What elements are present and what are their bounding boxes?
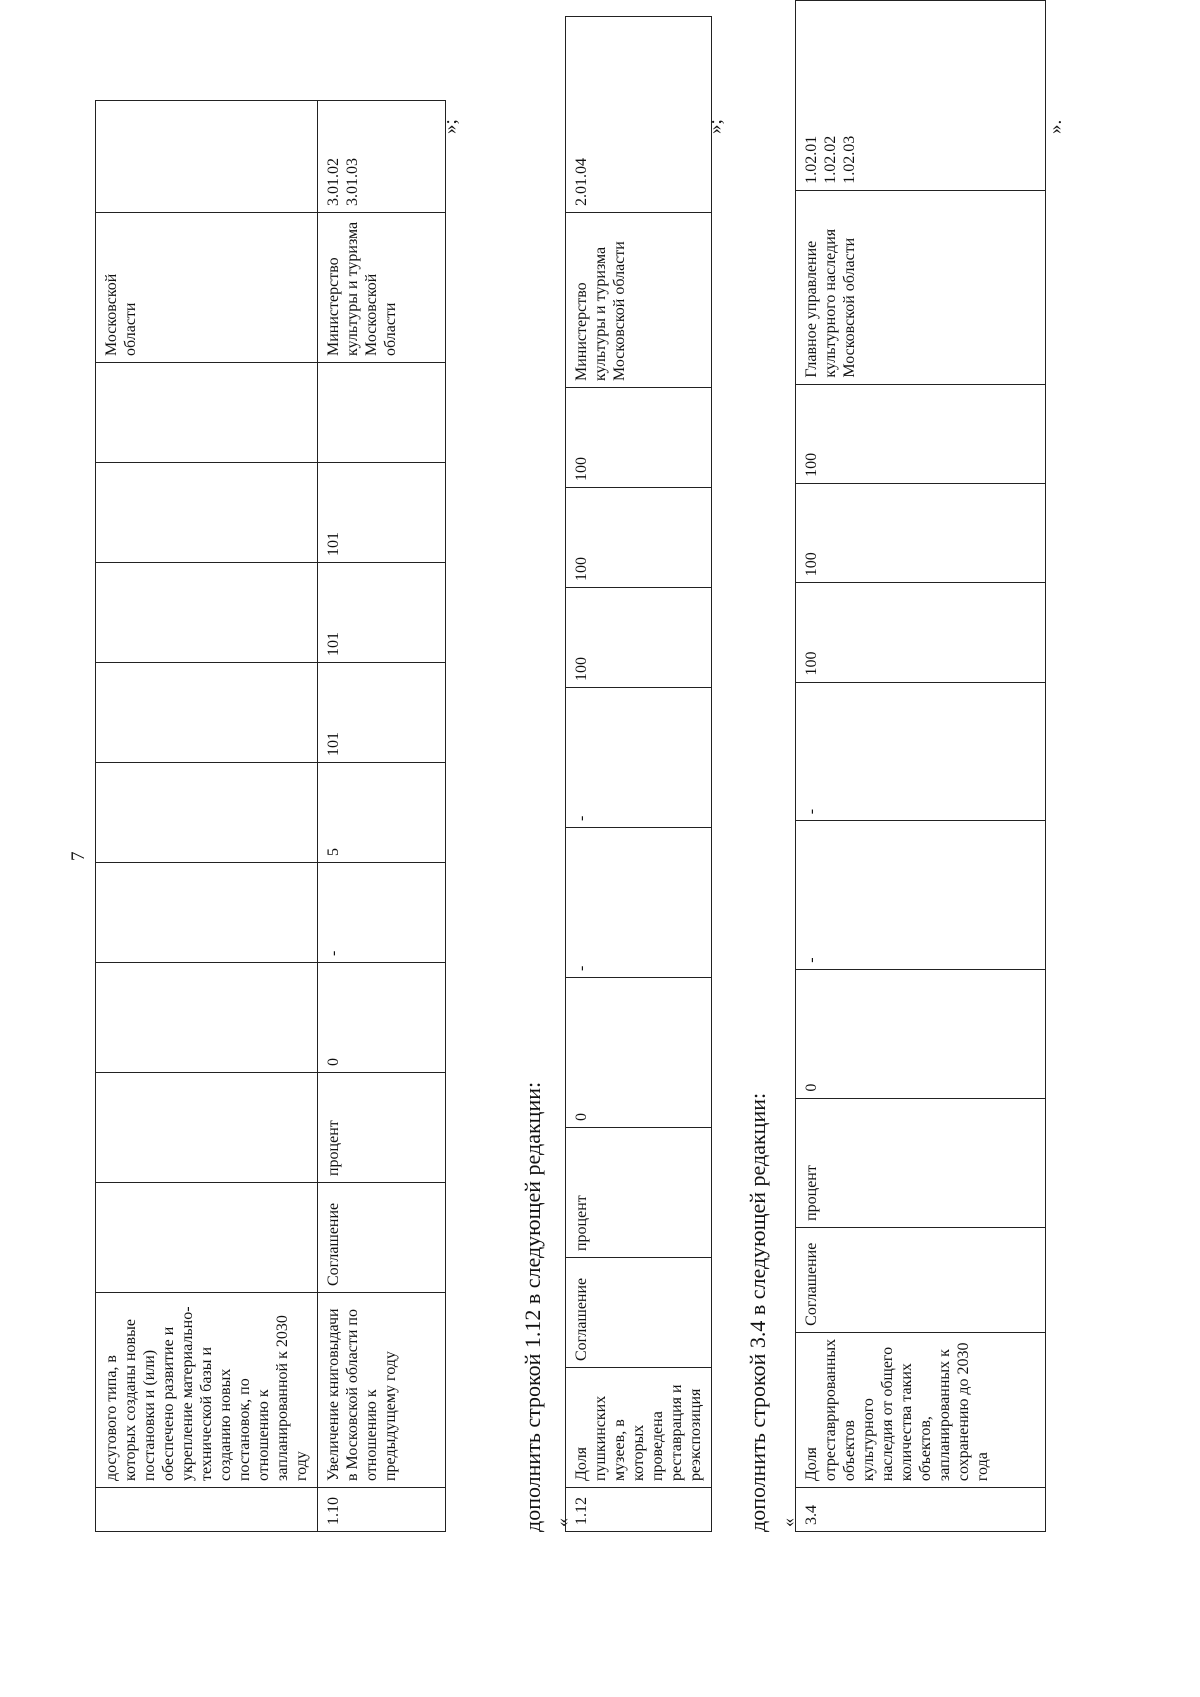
page-number: 7 — [68, 851, 89, 861]
cell-c7: - — [796, 682, 1046, 821]
cell-responsible: Московской области — [96, 213, 318, 363]
cell-codes — [96, 101, 318, 213]
cell-name: досугового типа, в которых созданы новые постановки и (или) обеспечено развитие и укрепление материально-технической базы и созданию новых постановок, по отношению к запланированной к 2030 году — [96, 1293, 318, 1488]
cell-base: 0 — [796, 969, 1046, 1098]
open-quote-112: « — [552, 1518, 572, 1527]
cell-unit: процент — [796, 1098, 1046, 1227]
cell-c6 — [96, 863, 318, 963]
cell-c7 — [96, 763, 318, 863]
cell-c6: - — [318, 863, 446, 963]
table-112 — [565, 16, 712, 1532]
cell-codes: 1.02.01 1.02.02 1.02.03 — [796, 1, 1046, 191]
cell-name: Доля пушкинских музеев, в которых проведена реставрация и реэкспозиция — [566, 1368, 712, 1488]
cell-c9: 100 — [566, 488, 712, 588]
cell-source: Соглашение — [318, 1183, 446, 1293]
table-top-end: »; — [440, 119, 461, 134]
cell-base: 0 — [566, 978, 712, 1128]
cell-c10 — [96, 463, 318, 563]
cell-codes: 3.01.02 3.01.03 — [318, 101, 446, 213]
cell-c9: 100 — [796, 483, 1046, 582]
cell-unit: процент — [566, 1128, 712, 1258]
cell-c8 — [96, 663, 318, 763]
cell-unit: процент — [318, 1073, 446, 1183]
heading-112: дополнить строкой 1.12 в следующей редакции: — [520, 1081, 545, 1532]
cell-c8: 101 — [318, 663, 446, 763]
cell-c11 — [318, 363, 446, 463]
cell-c11 — [96, 363, 318, 463]
open-quote-34: « — [778, 1518, 798, 1527]
cell-c8: 100 — [566, 588, 712, 688]
cell-base: 0 — [318, 963, 446, 1073]
section-112-end: »; — [705, 119, 726, 134]
cell-base — [96, 963, 318, 1073]
cell-name: Увеличение книговыдачи в Московской области по отношению к предыдущему году — [318, 1293, 446, 1488]
cell-num: 1.12 — [566, 1488, 712, 1532]
cell-name: Доля отреставрированных объектов культурного наследия от общего количества таких объектов, запланированных к сохранению до 2030 года — [796, 1332, 1046, 1487]
cell-codes: 2.01.04 — [566, 17, 712, 213]
cell-c8: 100 — [796, 583, 1046, 682]
table-112-wrapper — [565, 16, 712, 1532]
cell-c6: - — [566, 828, 712, 978]
table-34 — [795, 0, 1046, 1532]
table-row — [96, 101, 318, 1532]
cell-c7: - — [566, 688, 712, 828]
cell-c10: 100 — [566, 388, 712, 488]
table-row — [796, 1, 1046, 1532]
cell-unit — [96, 1073, 318, 1183]
heading-34: дополнить строкой 3.4 в следующей редакции: — [745, 1092, 770, 1532]
cell-source — [96, 1183, 318, 1293]
cell-num: 1.10 — [318, 1488, 446, 1532]
cell-c9: 101 — [318, 563, 446, 663]
table-top — [95, 100, 446, 1532]
cell-responsible: Главное управление культурного наследия Московской области — [796, 190, 1046, 384]
cell-num — [96, 1488, 318, 1532]
cell-responsible: Министерство культуры и туризма Московской области — [566, 213, 712, 388]
cell-num: 3.4 — [796, 1488, 1046, 1532]
cell-c9 — [96, 563, 318, 663]
cell-c6: - — [796, 821, 1046, 970]
table-row — [318, 101, 446, 1532]
table-34-wrapper — [795, 0, 1046, 1532]
cell-c7: 5 — [318, 763, 446, 863]
section-34-end: ». — [1045, 119, 1066, 134]
cell-c10: 101 — [318, 463, 446, 563]
cell-responsible: Министерство культуры и туризма Московской области — [318, 213, 446, 363]
cell-source: Соглашение — [566, 1258, 712, 1368]
table-row — [566, 17, 712, 1532]
cell-source: Соглашение — [796, 1227, 1046, 1332]
cell-c10: 100 — [796, 384, 1046, 483]
table-top-wrapper — [95, 100, 446, 1532]
